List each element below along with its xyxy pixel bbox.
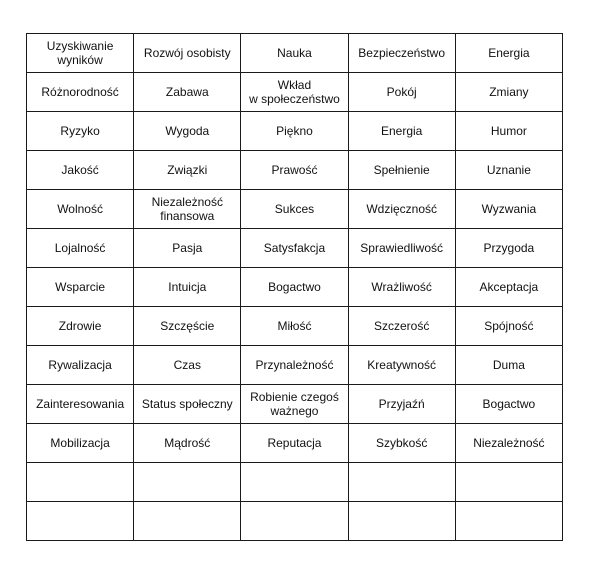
value-cell: Duma	[455, 346, 562, 385]
value-cell: Spójność	[455, 307, 562, 346]
value-cell: Spełnienie	[348, 151, 455, 190]
value-cell: Szczerość	[348, 307, 455, 346]
value-cell: Przyjaźń	[348, 385, 455, 424]
table-row	[27, 307, 563, 346]
value-cell: Czas	[134, 346, 241, 385]
value-cell: Szybkość	[348, 424, 455, 463]
empty-cell	[455, 502, 562, 541]
value-cell: Piękno	[241, 112, 348, 151]
empty-cell	[348, 502, 455, 541]
table-row	[27, 190, 563, 229]
value-cell: Nauka	[241, 34, 348, 73]
value-cell: Robienie czegoś ważnego	[241, 385, 348, 424]
value-cell: Zabawa	[134, 73, 241, 112]
table-row	[27, 268, 563, 307]
empty-cell	[348, 463, 455, 502]
table-row	[27, 424, 563, 463]
value-cell: Miłość	[241, 307, 348, 346]
values-table	[26, 33, 563, 541]
empty-cell	[134, 463, 241, 502]
value-cell: Różnorodność	[27, 73, 134, 112]
value-cell: Energia	[348, 112, 455, 151]
table-row	[27, 151, 563, 190]
value-cell: Wsparcie	[27, 268, 134, 307]
value-cell: Rywalizacja	[27, 346, 134, 385]
value-cell: Bezpieczeństwo	[348, 34, 455, 73]
value-cell: Pokój	[348, 73, 455, 112]
value-cell: Przygoda	[455, 229, 562, 268]
value-cell: Energia	[455, 34, 562, 73]
value-cell: Jakość	[27, 151, 134, 190]
empty-cell	[27, 502, 134, 541]
table-row	[27, 502, 563, 541]
table-row	[27, 229, 563, 268]
value-cell: Lojalność	[27, 229, 134, 268]
empty-cell	[455, 463, 562, 502]
value-cell: Humor	[455, 112, 562, 151]
value-cell: Rozwój osobisty	[134, 34, 241, 73]
empty-cell	[27, 463, 134, 502]
value-cell: Przynależność	[241, 346, 348, 385]
value-cell: Akceptacja	[455, 268, 562, 307]
value-cell: Uznanie	[455, 151, 562, 190]
value-cell: Zdrowie	[27, 307, 134, 346]
table-row	[27, 73, 563, 112]
value-cell: Kreatywność	[348, 346, 455, 385]
value-cell: Zainteresowania	[27, 385, 134, 424]
table-row	[27, 463, 563, 502]
value-cell: Sprawiedliwość	[348, 229, 455, 268]
value-cell: Sukces	[241, 190, 348, 229]
value-cell: Bogactwo	[241, 268, 348, 307]
values-table-body	[27, 34, 563, 541]
table-row	[27, 346, 563, 385]
empty-cell	[241, 463, 348, 502]
value-cell: Uzyskiwanie wyników	[27, 34, 134, 73]
value-cell: Niezależność finansowa	[134, 190, 241, 229]
value-cell: Status społeczny	[134, 385, 241, 424]
table-row	[27, 34, 563, 73]
value-cell: Wdzięczność	[348, 190, 455, 229]
value-cell: Mądrość	[134, 424, 241, 463]
table-row	[27, 112, 563, 151]
value-cell: Satysfakcja	[241, 229, 348, 268]
value-cell: Reputacja	[241, 424, 348, 463]
value-cell: Pasja	[134, 229, 241, 268]
value-cell: Niezależność	[455, 424, 562, 463]
value-cell: Wyzwania	[455, 190, 562, 229]
value-cell: Związki	[134, 151, 241, 190]
value-cell: Wolność	[27, 190, 134, 229]
table-row	[27, 385, 563, 424]
value-cell: Szczęście	[134, 307, 241, 346]
value-cell: Zmiany	[455, 73, 562, 112]
value-cell: Wygoda	[134, 112, 241, 151]
empty-cell	[241, 502, 348, 541]
value-cell: Wrażliwość	[348, 268, 455, 307]
value-cell: Mobilizacja	[27, 424, 134, 463]
value-cell: Intuicja	[134, 268, 241, 307]
value-cell: Ryzyko	[27, 112, 134, 151]
value-cell: Wkład w społeczeństwo	[241, 73, 348, 112]
value-cell: Prawość	[241, 151, 348, 190]
empty-cell	[134, 502, 241, 541]
value-cell: Bogactwo	[455, 385, 562, 424]
